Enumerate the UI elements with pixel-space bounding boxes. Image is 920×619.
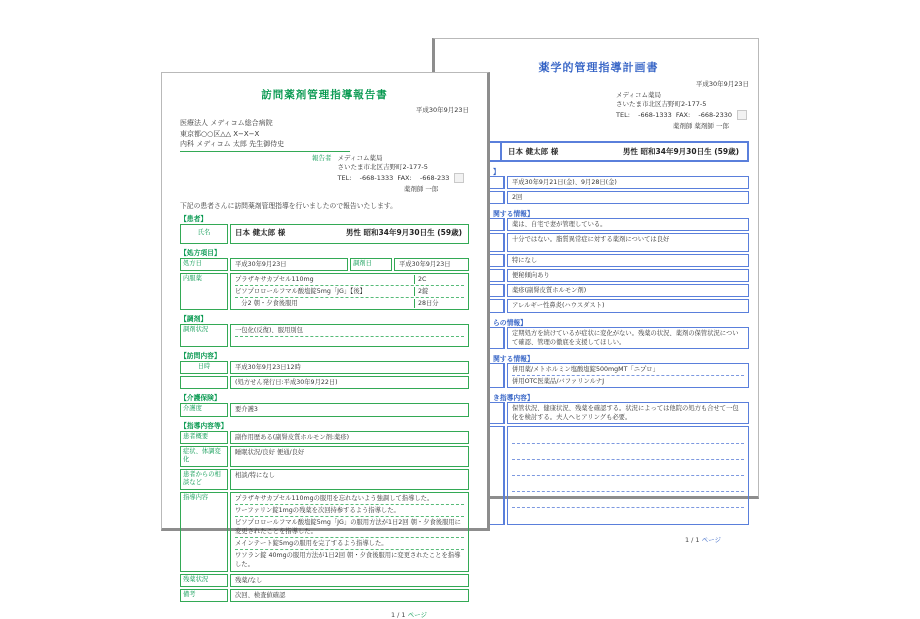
plan-pharmacy-block xyxy=(616,91,749,132)
report-document xyxy=(161,72,490,619)
row-value xyxy=(507,363,749,388)
reporter-pharmacist: 薬剤師 一郎 xyxy=(403,184,439,193)
reporter-tel-text: TEL: -668-1333 FAX: -668-233 xyxy=(337,174,450,182)
care-level-row xyxy=(180,403,469,416)
plan-section-header-5: き指導内容】 xyxy=(493,394,534,403)
guidance-content-row xyxy=(180,492,469,572)
leftover-row xyxy=(180,574,469,587)
plan-row xyxy=(448,191,749,204)
row-value xyxy=(230,224,469,244)
patient-row xyxy=(180,224,469,244)
patient-name: 日本 健太郎 様 xyxy=(235,228,286,238)
empty-line xyxy=(235,336,464,345)
addressee-doctor xyxy=(180,139,469,152)
guidance-condition-row xyxy=(180,446,469,467)
guidance-item: プラザキサカプセル110mgの服用を忘れないよう強調して指導した。 xyxy=(235,494,434,502)
plan-section-header-1: 】 xyxy=(493,167,500,176)
page-number: 1 / 1 xyxy=(390,610,406,619)
plan-row xyxy=(448,218,749,231)
row-label: 患者からの相談など xyxy=(180,469,228,490)
plan-patient-sex-birth: 男性 昭和34年9月30日生 (59歳) xyxy=(622,146,739,156)
dispensing-row xyxy=(180,324,469,347)
row-value: 特になし xyxy=(507,254,749,267)
plan-row xyxy=(448,176,749,189)
row-label: 残薬状況 xyxy=(180,574,228,587)
section-header-guidance: 【指導内容等】 xyxy=(180,421,228,430)
report-page-footer xyxy=(180,610,469,619)
notes: 次回、検査値確認 xyxy=(230,589,469,602)
prescription-drugs-row xyxy=(180,273,469,310)
reporter-pharmacy-address: さいたま市北区吉野町2-177-5 xyxy=(337,163,428,172)
report-reporter-block xyxy=(312,154,469,195)
row-label: 介護度 xyxy=(180,403,228,416)
report-date: 平成30年9月23日 xyxy=(415,106,469,114)
row-value: 2回 xyxy=(507,191,749,204)
consultation: 相談/特になし xyxy=(230,469,469,490)
row-label: 備考 xyxy=(180,589,228,602)
reporter-details xyxy=(338,154,465,195)
plan-row xyxy=(448,402,749,424)
reporter-pharmacy-name: メディコム薬局 xyxy=(337,153,383,162)
page-label: ページ xyxy=(701,536,721,545)
row-value: 保管状況、健康状況、残薬を確認する。状況によっては他院の処方も合せて一包化を検討する。夫人へヒアリングも必要。 xyxy=(507,402,749,424)
visit-datetime: 平成30年9月23日12時 xyxy=(230,361,469,374)
plan-section-header-3: らの情報】 xyxy=(493,318,527,327)
leftover-status: 残薬/なし xyxy=(230,574,469,587)
drug-name: ビソプロロールフマル酸塩錠5mg「JG」【後】 xyxy=(235,287,366,295)
section-header-visit: 【訪問内容】 xyxy=(180,352,221,361)
section-header-patient: 【患者】 xyxy=(180,214,208,223)
guidance-item: ワソラン錠 40mgの服用方法が1日2回 朝・夕食後服用に変更されたことを指導した。 xyxy=(235,549,464,569)
row-value: アレルギー性鼻炎(ハウスダスト) xyxy=(507,299,749,312)
plan-section-header-2: 関する情報】 xyxy=(493,209,534,218)
stamp-box xyxy=(737,110,747,120)
plan-pharmacist: 薬剤師 薬剤師 一郎 xyxy=(672,122,729,131)
concomitant-otc-line: 併用OTC医薬品/バファリンルナJ xyxy=(512,375,744,386)
drug-line xyxy=(235,275,464,284)
page-label: ページ xyxy=(407,610,427,619)
plan-pharmacy-name: メディコム薬局 xyxy=(616,91,661,99)
drug-usage: 分2 朝・夕食後服用 xyxy=(235,299,298,307)
plan-empty-row xyxy=(448,426,749,525)
row-value: 便秘傾向あり xyxy=(507,269,749,282)
row-value: 平成30年9月21日(金)、9月28日(金) xyxy=(507,176,749,189)
guidance-item: ワーファリン錠1mgの残薬を次回持参するよう指導した。 xyxy=(235,504,464,515)
prescription-date: 平成30年9月23日 xyxy=(230,258,348,271)
row-label: 指導内容 xyxy=(180,492,228,572)
row-label: 氏名 xyxy=(180,224,228,244)
drug-days: 28日分 xyxy=(414,299,464,308)
patient-row-divider xyxy=(500,143,502,160)
plan-page-footer xyxy=(448,535,749,544)
guidance-item: メインテート錠5mgの服用を完了するよう指導した。 xyxy=(235,537,464,548)
row-label: 内服薬 xyxy=(180,273,228,310)
page-number: 1 / 1 xyxy=(684,536,700,545)
drug-line xyxy=(235,285,464,296)
guidance-overview-row xyxy=(180,431,469,444)
report-intro-sentence: 下記の患者さんに訪問薬剤管理指導を行いましたので報告いたします。 xyxy=(180,201,397,210)
empty-line xyxy=(512,508,744,523)
prescription-issue-note: (処方せん発行日:平成30年9月22日) xyxy=(230,376,469,389)
row-label: 処方日 xyxy=(180,258,228,271)
section-header-dispensing: 【調剤】 xyxy=(180,315,208,323)
dispense-date: 平成30年9月23日 xyxy=(394,258,469,271)
row-value: 薬は、自宅で妻が管理している。 xyxy=(507,218,749,231)
plan-pharmacy-address: さいたま市北区吉野町2-177-5 xyxy=(616,100,707,109)
empty-line xyxy=(512,460,744,476)
plan-row xyxy=(448,284,749,297)
row-value xyxy=(230,324,469,347)
guidance-consult-row xyxy=(180,469,469,490)
plan-row xyxy=(448,254,749,267)
patient-overview: 副作用歴ある(副腎皮質ホルモン剤:薬疹) xyxy=(230,431,469,444)
addressee-address: 東京都○○区△△ X−X−X xyxy=(180,129,260,138)
row-label: 患者概要 xyxy=(180,431,228,444)
row-label: 調剤状況 xyxy=(180,324,228,347)
row-label: 調剤日 xyxy=(350,258,392,271)
guidance-item: ビソプロロールフマル酸塩錠5mg「JG」の服用方法が1日2回 朝・夕食後服用に変更されたことを指導した。 xyxy=(235,516,464,536)
notes-row xyxy=(180,589,469,602)
empty-lined-cell xyxy=(507,426,749,525)
plan-title: 薬学的管理指導計画書 xyxy=(538,61,659,74)
drug-line xyxy=(235,297,464,308)
guidance-items-cell xyxy=(230,492,469,572)
plan-row xyxy=(448,327,749,349)
plan-patient-row xyxy=(448,141,749,162)
reporter-tel xyxy=(338,173,465,184)
care-level: 要介護3 xyxy=(230,403,469,416)
addressee-doctor-text: 内科 メディコム 太郎 先生御侍史 xyxy=(180,139,350,152)
dispensing-status: 一包化(反復)、服用別包 xyxy=(235,327,303,334)
plan-row xyxy=(448,363,749,388)
empty-line xyxy=(512,476,744,492)
empty-line xyxy=(512,428,744,444)
report-title: 訪問薬剤管理指導報告書 xyxy=(261,89,388,101)
row-label-empty xyxy=(180,376,228,389)
plan-row xyxy=(448,233,749,252)
stamp-box xyxy=(454,173,464,183)
plan-section-header-4: 関する情報】 xyxy=(493,354,534,363)
plan-row xyxy=(448,269,749,282)
row-label: 日時 xyxy=(180,361,228,374)
section-header-prescription: 【処方項目】 xyxy=(180,248,221,257)
section-header-care: 【介護保険】 xyxy=(180,394,221,403)
plan-patient-name: 日本 健太郎 様 xyxy=(508,146,559,156)
plan-pharmacy-tel xyxy=(616,110,749,120)
empty-line xyxy=(512,492,744,508)
plan-date: 平成30年9月23日 xyxy=(695,80,749,88)
addressee-hospital: 医療法人 メディコム総合病院 xyxy=(180,119,273,127)
row-value: 薬疹(副腎皮質ホルモン剤) xyxy=(507,284,749,297)
drug-name: プラザキサカプセル110mg xyxy=(235,275,314,283)
row-value: 十分ではない。脂質異常症に対する薬剤については良好 xyxy=(507,233,749,252)
reporter-label: 報告者 xyxy=(312,153,332,162)
empty-line xyxy=(512,444,744,460)
drug-qty: 2C xyxy=(414,275,464,284)
drug-qty: 2錠 xyxy=(414,287,464,296)
plan-row xyxy=(448,299,749,312)
drug-list-cell xyxy=(230,273,469,310)
concomitant-drug-line: 併用薬/メトホルミン塩酸塩錠500mgMT「ニプロ」 xyxy=(512,365,659,373)
report-addressee-block xyxy=(180,118,469,152)
visit-datetime-row xyxy=(180,361,469,374)
row-label: 症状、体調変化 xyxy=(180,446,228,467)
prescription-date-row xyxy=(180,258,469,271)
condition-status: 睡眠状況/良好 便通/良好 xyxy=(230,446,469,467)
visit-note-row xyxy=(180,376,469,389)
patient-sex-birth: 男性 昭和34年9月30日生 (59歳) xyxy=(345,228,462,238)
plan-tel-text: TEL: -668-1333 FAX: -668-2330 xyxy=(616,110,733,119)
row-value: 定期処方を続けているが症状に変化がない。残薬の状況、薬剤の保管状況について確認、管理の徹底を支援してほしい。 xyxy=(507,327,749,349)
